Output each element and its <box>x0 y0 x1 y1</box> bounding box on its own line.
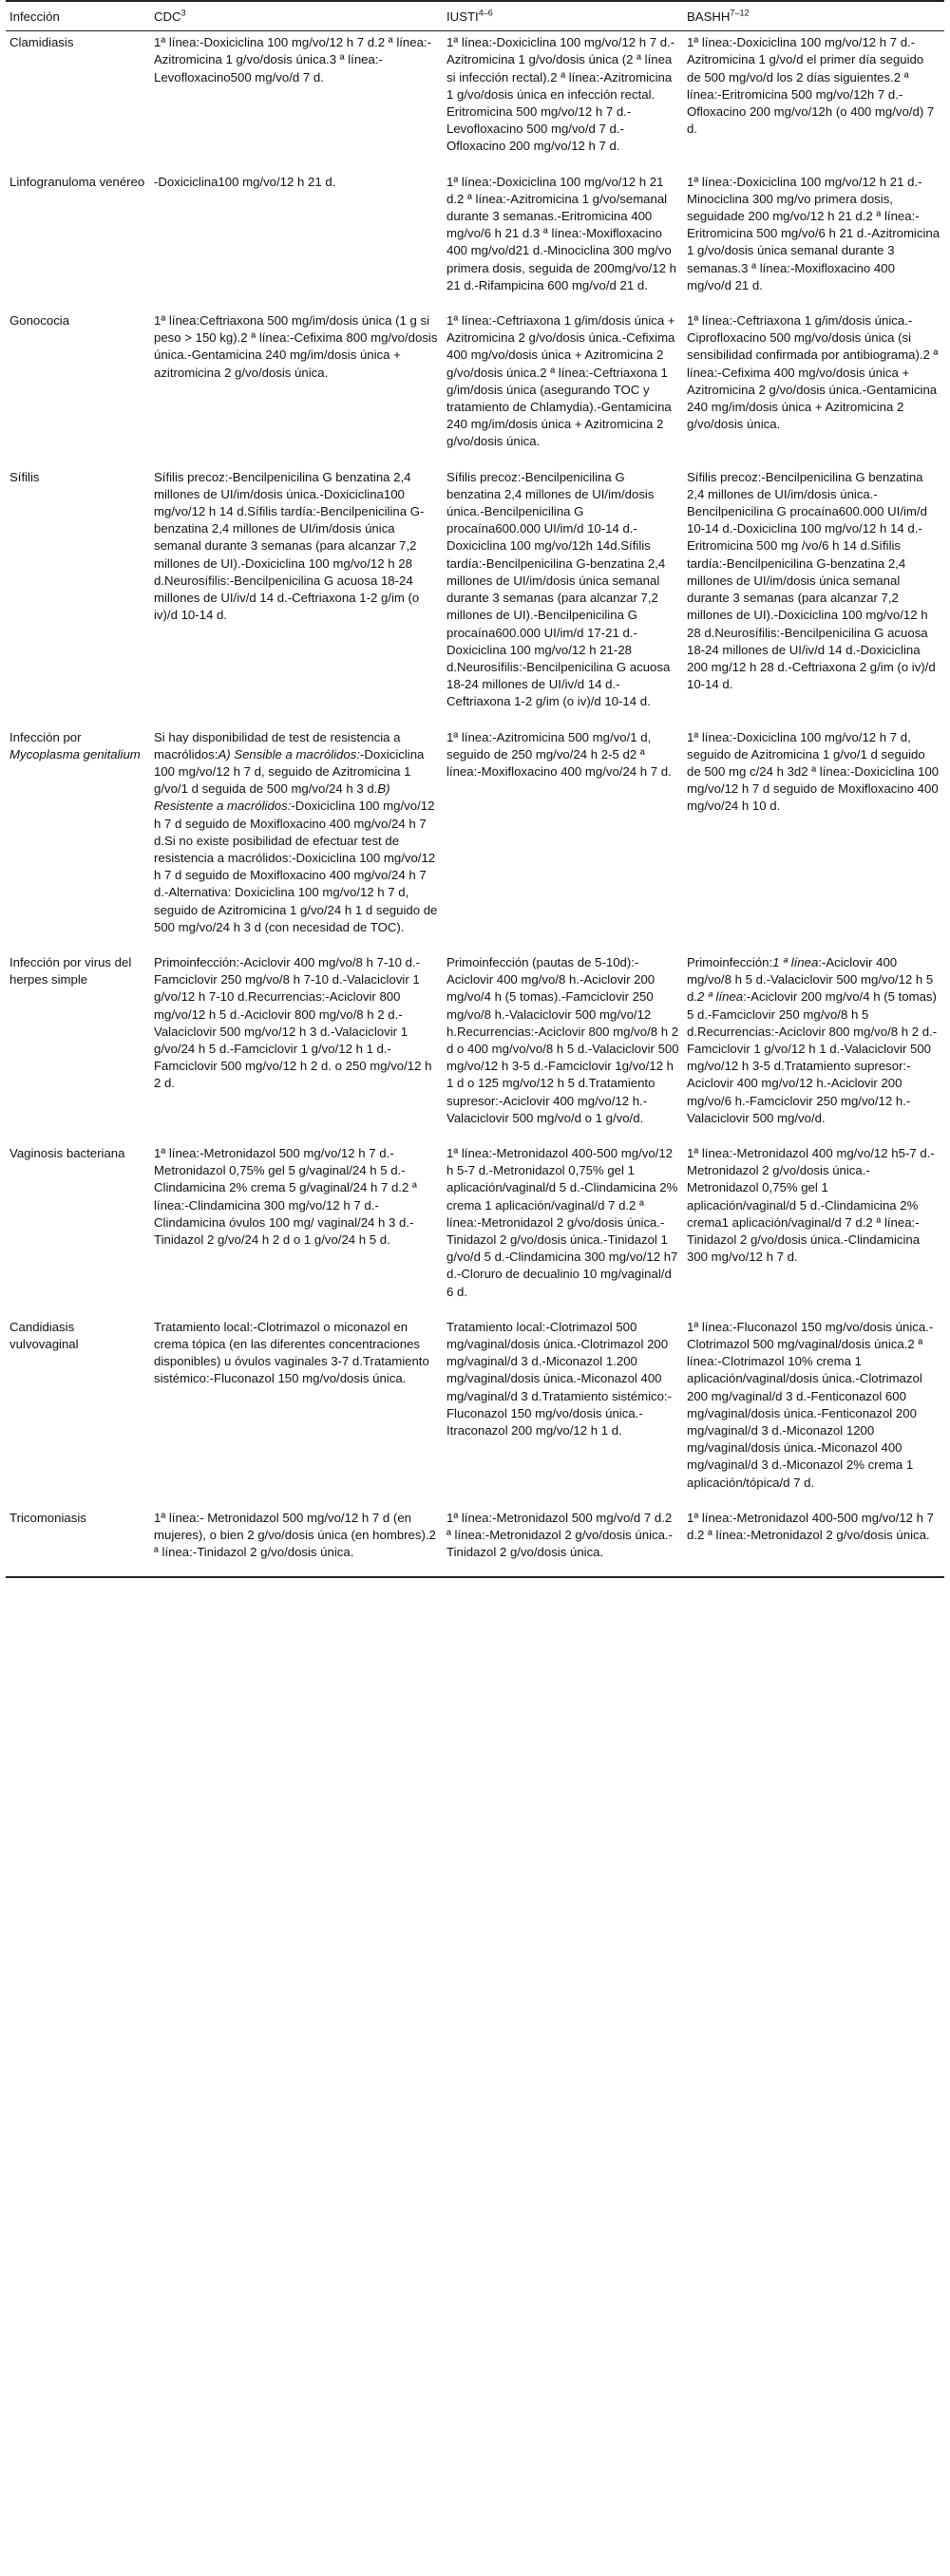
cell-infection: Clamidiasis <box>10 35 74 50</box>
cell-infection: Infección por virus del herpes simple <box>10 954 132 987</box>
cell-iusti: 1ª línea:-Metronidazol 400-500 mg/vo/12 h 5-7 d.-Metronidazol 0,75% gel 1 aplicación/vaginal/d 5 d.-Clindamicina 2% crema 1 aplicación/vaginal/d 7 d.2 ª línea:-Metronidazol 2 g/vo/dosis única.-Tinidazol 2 g/vo/dosis única.-Tinidazol 1 g/vo/d 5 d.-Clindamicina 300 mg/vo/12 h7 d.-Cloruro de decualinio 10 mg/vaginal/d 6 d. <box>446 1145 678 1299</box>
treatment-table <box>6 0 944 1578</box>
cell-infection: Candidiasis vulvovaginal <box>10 1319 79 1352</box>
header-bashh-label: BASHH <box>687 9 731 24</box>
header-iusti <box>443 1 683 31</box>
cell-cdc: 1ª línea:-Metronidazol 500 mg/vo/12 h 7 d.-Metronidazol 0,75% gel 5 g/vaginal/24 h 5 d.-Clindamicina 2% crema 5 g/vaginal/24 h 7 d.2 ª línea:-Clindamicina 300 mg/vo/12 h 7 d.-Clindamicina óvulos 100 mg/ vaginal/24 h 3 d.-Tinidazol 2 g/vo/24 h 2 d o 1 g/vo/24 h 5 d. <box>154 1145 417 1247</box>
cell-bashh: 1ª línea:-Metronidazol 400 mg/vo/12 h5-7 d.-Metronidazol 2 g/vo/dosis única.-Metronidazol 0,75% gel 1 aplicación/vaginal/d 5 d.-Clindamicina 2% crema1 aplicación/vaginal/d 7 d.2 ª línea:-Tinidazol 2 g/vo/dosis única.-Clindamicina 300 mg/vo/12 h 7 d. <box>687 1145 935 1265</box>
cdc-italic-part: B) Resistente a macrólidos: <box>154 781 390 814</box>
header-cdc <box>150 1 443 31</box>
cell-cdc: Tratamiento local:-Clotrimazol o miconazol en crema tópica (en las diferentes concentraciones disponibles) u óvulos vaginales 3-7 d.Tratamiento sistémico:-Fluconazol 150 mg/vo/dosis única. <box>154 1319 429 1386</box>
bashh-text-part: Primoinfección: <box>687 954 773 969</box>
cell-infection: Linfogranuloma venéreo <box>10 174 145 189</box>
cell-infection: Sífilis <box>10 469 40 484</box>
cell-iusti: 1ª línea:-Azitromicina 500 mg/vo/1 d, seguido de 250 mg/vo/24 h 2-5 d2 ª línea:-Moxifloxacino 400 mg/vo/24 h 7 d. <box>446 729 672 779</box>
cell-bashh: 1ª línea:-Ceftriaxona 1 g/im/dosis única.-Ciprofloxacino 500 mg/vo/dosis única (si sensibilidad confirmada por antibiograma).2 ª línea:-Cefixima 400 mg/vo/dosis única + Azitromicina 2 g/vo/dosis única.-Gentamicina 240 mg/im/dosis única + Azitromicina 2 g/vo/dosis única. <box>687 313 939 432</box>
cell-iusti: 1ª línea:-Metronidazol 500 mg/vo/d 7 d.2 ª línea:-Metronidazol 2 g/vo/dosis única.-Tinidazol 2 g/vo/dosis única. <box>443 1507 683 1578</box>
bashh-italic-part: 1 ª línea <box>772 954 819 969</box>
table-row <box>6 1316 944 1507</box>
table-row <box>6 171 944 310</box>
cell-cdc: 1ª línea:Ceftriaxona 500 mg/im/dosis única (1 g si peso > 150 kg).2 ª línea:-Cefixima 800 mg/vo/dosis única.-Gentamicina 240 mg/im/dosis única + azitromicina 2 g/vo/dosis única. <box>154 313 438 380</box>
cell-bashh: 1ª línea:-Fluconazol 150 mg/vo/dosis única.-Clotrimazol 500 mg/vaginal/dosis única.2 ª línea:-Clotrimazol 10% crema 1 aplicación/vaginal/dosis única.-Clotrimazol 200 mg/vaginal/d 3 d.-Fenticonazol 600 mg/vaginal/dosis única.-Fenticonazol 200 mg/vaginal/d 3 d.-Miconazol 1200 mg/vaginal/dosis única.-Miconazol 400 mg/vaginal/d 3 d.-Miconazol 2% crema 1 aplicación/tópica/d 7 d. <box>687 1319 934 1490</box>
cell-infection: Vaginosis bacteriana <box>10 1145 125 1160</box>
cell-cdc: 1ª línea:-Doxiciclina 100 mg/vo/12 h 7 d.2 ª línea:-Azitromicina 1 g/vo/dosis única.3 ª línea:-Levofloxacino500 mg/vo/d 7 d. <box>154 35 431 85</box>
header-iusti-label: IUSTI <box>446 9 479 24</box>
cell-cdc: 1ª línea:- Metronidazol 500 mg/vo/12 h 7 d (en mujeres), o bien 2 g/vo/dosis única (en hombres).2 ª línea:-Tinidazol 2 g/vo/dosis única. <box>150 1507 443 1578</box>
table-row <box>6 951 944 1142</box>
infection-name-organism: Mycoplasma genitalium <box>10 746 141 762</box>
cell-bashh: 1ª línea:-Doxiciclina 100 mg/vo/12 h 7 d.-Azitromicina 1 g/vo/d el primer día seguido de 500 mg/vo/d los 2 días siguientes.2 ª línea:-Eritromicina 500 mg/vo/12h 7 d.-Ofloxacino 200 mg/vo/12h (o 400 mg/vo/d) 7 d. <box>687 35 935 137</box>
cell-iusti: 1ª línea:-Ceftriaxona 1 g/im/dosis única + Azitromicina 2 g/vo/dosis única.-Cefixima 400 mg/vo/dosis única + Azitromicina 2 g/vo/dosis única.2 ª línea:-Ceftriaxona 1 g/im/dosis única (asegurando TOC y tratamiento de Chlamydia).-Gentamicina 240 mg/im/dosis única + Azitromicina 2 g/vo/dosis única. <box>446 313 675 449</box>
table-row <box>6 1507 944 1578</box>
bashh-text-part: :-Aciclovir 200 mg/vo/4 h (5 tomas) 5 d.-Famciclovir 250 mg/vo/8 h 5 d.Recurrencias:-Aciclovir 800 mg/vo/8 h 2 d.-Famciclovir 1 g/vo/12 h 1 d.-Valaciclovir 500 mg/vo/12 h 3-5 d.Tratamiento supresor:-Aciclovir 400 mg/vo/12 h.-Aciclovir 200 mg/vo/6 h.-Famciclovir 250 mg/vo/12 h.-Valaciclovir 500 mg/vo/d. <box>687 989 938 1125</box>
header-bashh <box>683 1 944 31</box>
table-row <box>6 1142 944 1316</box>
cell-bashh <box>683 951 944 1142</box>
cell-iusti: 1ª línea:-Doxiciclina 100 mg/vo/12 h 21 d.2 ª línea:-Azitromicina 1 g/vo/semanal durante 3 semanas.-Eritromicina 400 mg/vo/6 h 21 d.3 ª línea:-Moxifloxacino 400 mg/vo/d21 d.-Minociclina 300 mg/vo primera dosis, seguida de 200mg/vo/12 h 21 d.-Rifampicina 600 mg/vo/d 21 d. <box>446 174 676 292</box>
table-header-row <box>6 1 944 31</box>
cell-infection: Tricomoniasis <box>6 1507 150 1578</box>
cell-bashh: 1ª línea:-Metronidazol 400-500 mg/vo/12 h 7 d.2 ª línea:-Metronidazol 2 g/vo/dosis única. <box>683 1507 944 1578</box>
cell-bashh: 1ª línea:-Doxiciclina 100 mg/vo/12 h 21 d.-Minociclina 300 mg/vo primera dosis, seguidade 200 mg/vo/12 h 21 d.2 ª línea:-Eritromicina 500 mg/vo/6 h 21 d.-Azitromicina 1 g/vo/dosis única semanal durante 3 semanas.3 ª línea:-Moxifloxacino 400 mg/vo/d 21 d. <box>687 174 940 292</box>
cdc-text-part: Si hay disponibilidad de test de resistencia a macrólidos: <box>154 729 401 762</box>
table-row <box>6 726 944 951</box>
table-row <box>6 31 944 171</box>
header-infeccion-label: Infección <box>10 9 60 24</box>
header-iusti-ref: 4–6 <box>478 8 493 18</box>
cell-iusti: Primoinfección (pautas de 5-10d):-Aciclovir 400 mg/vo/8 h.-Aciclovir 200 mg/vo/4 h (5 tomas).-Famciclovir 250 mg/vo/8 h.-Valaciclovir 500 mg/vo/12 h.Recurrencias:-Aciclovir 800 mg/vo/8 h 2 d o 400 mg/vo/vo/8 h 5 d.-Valaciclovir 500 mg/vo/12 h 3-5 d.-Famciclovir 1g/vo/12 h 1 d o 125 mg/vo/12 h 5 d.Tratamiento supresor:-Aciclovir 400 mg/vo/12 h.-Valaciclovir 500 mg/vo/d o 1 g/vo/d. <box>446 954 679 1125</box>
cdc-italic-part: A) Sensible a macrólidos: <box>218 746 360 762</box>
header-cdc-label: CDC <box>154 9 181 24</box>
header-infeccion <box>6 1 150 31</box>
cdc-text-part: -Doxiciclina 100 mg/vo/12 h 7 d, seguido de Azitromicina 1 g/vo/1 d seguida de 500 mg/vo/24 h 3 d. <box>154 746 425 797</box>
infection-name-prefix: Infección por <box>10 729 82 744</box>
cell-bashh: 1ª línea:-Doxiciclina 100 mg/vo/12 h 7 d, seguido de Azitromicina 1 g/vo/1 d seguido de 500 mg c/24 h 3d2 ª línea:-Doxiciclina 100 mg/vo/12 h 7 d seguido de Moxifloxacino 400 mg/vo/24 h 10 d. <box>687 729 940 814</box>
bashh-text-part: :-Aciclovir 400 mg/vo/8 h 5 d.-Valaciclovir 500 mg/vo/12 h 5 d. <box>687 954 934 1005</box>
header-bashh-ref: 7–12 <box>730 8 750 18</box>
cell-infection <box>6 726 150 951</box>
cell-cdc: Sífilis precoz:-Bencilpenicilina G benzatina 2,4 millones de UI/im/dosis única.-Doxiciclina100 mg/vo/12 h 14 d.Sífilis tardía:-Bencilpenicilina G-benzatina 2,4 millones de UI/im/dosis única semanal durante 3 semanas (para alcanzar 7,2 millones de UI).-Doxiciclina 100 mg/vo/12 h 28 d.Neurosífilis:-Bencilpenicilina G acuosa 18-24 millones de UI/iv/d 14 d.-Ceftriaxona 1-2 g/im (o iv)/d 10-14 d. <box>154 469 425 623</box>
cell-infection: Gonococia <box>10 313 70 329</box>
table-row <box>6 310 944 466</box>
cell-cdc <box>150 726 443 951</box>
cell-iusti: Sífilis precoz:-Bencilpenicilina G benzatina 2,4 millones de UI/im/dosis única.-Bencilpenicilina G procaína600.000 UI/im/d 10-14 d.-Doxiciclina 100 mg/vo/12h 14d.Sífilis tardía:-Bencilpenicilina G-benzatina 2,4 millones de UI/im/dosis única semanal durante 3 semanas (para alcanzar 7,2 millones de UI).-Bencilpenicilina G procaína600.000 UI/im/d 17-21 d.-Doxiciclina 100 mg/vo/12 h 21-28 d.Neurosífilis:-Bencilpenicilina G acuosa 18-24 millones de UI/iv/d 14 d.-Ceftriaxona 1-2 g/im (o iv)/d 10-14 d. <box>446 469 671 709</box>
cell-cdc: -Doxiciclina100 mg/vo/12 h 21 d. <box>154 174 336 189</box>
cell-bashh: Sífilis precoz:-Bencilpenicilina G benzatina 2,4 millones de UI/im/dosis única.-Bencilpenicilina G procaína600.000 UI/im/d 10-14 d.-Doxiciclina 100 mg/vo/12 h 14 d.-Eritromicina 500 mg /vo/6 h 14 d.Sífilis tardía:-Bencilpenicilina G-benzatina 2,4 millones de UI/im/dosis única semanal durante 3 semanas (para alcanzar 7,2 millones de UI).-Doxiciclina 100 mg/vo/12 h 28 d.Neurosífilis:-Bencilpenicilina G acuosa 18-24 millones de UI/iv/d 14 d.-Doxiciclina 200 mg/12 h 28 d.-Ceftriaxona 2 g/im (o iv)/d 10-14 d. <box>687 469 936 692</box>
bashh-italic-part: 2 ª línea <box>697 989 744 1005</box>
cell-iusti: 1ª línea:-Doxiciclina 100 mg/vo/12 h 7 d.-Azitromicina 1 g/vo/dosis única (2 ª línea si infección rectal).2 ª línea:-Azitromicina 1 g/vo/dosis única en infección rectal. Eritromicina 500 mg/vo/12 h 7 d.-Levofloxacino 500 mg/vo/d 7 d.-Ofloxacino 200 mg/vo/12 h 7 d. <box>446 35 675 154</box>
header-cdc-ref: 3 <box>180 8 186 18</box>
cell-iusti: Tratamiento local:-Clotrimazol 500 mg/vaginal/dosis única.-Clotrimazol 200 mg/vaginal/d 3 d.-Miconazol 1.200 mg/vaginal/dosis única.-Miconazol 400 mg/vaginal/d 3 d.Tratamiento sistémico:-Fluconazol 150 mg/vo/dosis única.-Itraconazol 200 mg/vo/12 h 1 d. <box>446 1319 672 1438</box>
cell-cdc: Primoinfección:-Aciclovir 400 mg/vo/8 h 7-10 d.-Famciclovir 250 mg/vo/8 h 7-10 d.-Valaciclovir 1 g/vo/12 h 7-10 d.Recurrencias:-Aciclovir 800 mg/vo/12 h 5 d.-Aciclovir 800 mg/vo/8 h 2 d.-Valaciclovir 500 mg/vo/12 h 3 d.-Valaciclovir 1 g/vo/24 h 5 d.-Famciclovir 1 g/vo/12 h 1 d.-Famciclovir 500 mg/vo/12 h 2 d. o 250 mg/vo/12 h 2 d. <box>154 954 432 1091</box>
cdc-text-part: -Doxiciclina 100 mg/vo/12 h 7 d seguido de Moxifloxacino 400 mg/vo/24 h 7 d.Si no existe posibilidad de efectuar test de resistencia a macrólidos:-Doxiciclina 100 mg/vo/12 h 7 d seguido de Moxifloxacino 400 mg/vo/24 h 7 d.-Alternativa: Doxiciclina 100 mg/vo/12 h 7 d, seguido de Azitromicina 1 g/vo/24 h 1 d seguido de 500 mg/vo/24 h 3 d (con necesidad de TOC). <box>154 799 438 934</box>
table-row <box>6 466 944 726</box>
